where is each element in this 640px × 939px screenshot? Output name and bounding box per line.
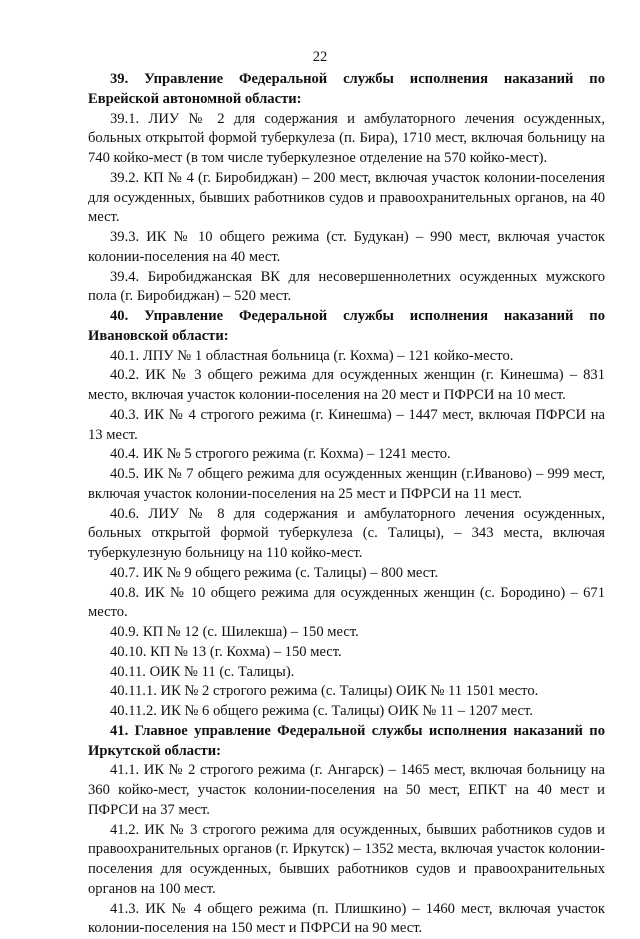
document-body xyxy=(88,70,605,939)
list-item: 40.7. ИК № 9 общего режима (с. Талицы) – 800 мест. xyxy=(88,564,605,584)
list-item: 39.1. ЛИУ № 2 для содержания и амбулаторного лечения осужденных, больных открытой формой туберкулеза (п. Бира), 1710 мест, включая больницу на 740 койко-мест (в том числе туберкулезное отделение на 570 койко-мест). xyxy=(88,110,605,169)
section-heading: 40. Управление Федеральной службы исполнения наказаний по Ивановской области: xyxy=(88,307,605,347)
list-item: 40.11.1. ИК № 2 строгого режима (с. Талицы) ОИК № 11 1501 место. xyxy=(88,682,605,702)
list-item: 39.3. ИК № 10 общего режима (ст. Будукан) – 990 мест, включая участок колонии-поселения на 40 мест. xyxy=(88,228,605,268)
list-item: 40.11. ОИК № 11 (с. Талицы). xyxy=(88,663,605,683)
list-item: 41.2. ИК № 3 строгого режима для осужденных, бывших работников судов и правоохранительных органов (г. Иркутск) – 1352 места, включая участок колонии-поселения для осужденных, бывших работников судов и правоохранительных органов на 100 мест. xyxy=(88,821,605,900)
list-item: 40.6. ЛИУ № 8 для содержания и амбулаторного лечения осужденных, больных открытой формой туберкулеза (с. Талицы), – 343 места, включая туберкулезную больницу на 110 койко-мест. xyxy=(88,505,605,564)
list-item: 40.8. ИК № 10 общего режима для осужденных женщин (с. Бородино) – 671 место. xyxy=(88,584,605,624)
list-item: 40.5. ИК № 7 общего режима для осужденных женщин (г.Иваново) – 999 мест, включая участок колонии-поселения на 25 мест и ПФРСИ на 11 мест. xyxy=(88,465,605,505)
list-item: 39.2. КП № 4 (г. Биробиджан) – 200 мест, включая участок колонии-поселения для осужденных, бывших работников судов и правоохранительных органов, на 40 мест. xyxy=(88,169,605,228)
list-item: 39.4. Биробиджанская ВК для несовершеннолетних осужденных мужского пола (г. Биробиджан) – 520 мест. xyxy=(88,268,605,308)
list-item: 40.2. ИК № 3 общего режима для осужденных женщин (г. Кинешма) – 831 место, включая участок колонии-поселения на 20 мест и ПФРСИ на 10 мест. xyxy=(88,366,605,406)
page-number: 22 xyxy=(0,49,640,66)
list-item: 41.1. ИК № 2 строгого режима (г. Ангарск) – 1465 мест, включая больницу на 360 койко-мест, участок колонии-поселения на 50 мест, ЕПКТ на 40 мест и ПФРСИ на 37 мест. xyxy=(88,761,605,820)
list-item: 40.11.2. ИК № 6 общего режима (с. Талицы) ОИК № 11 – 1207 мест. xyxy=(88,702,605,722)
list-item: 40.10. КП № 13 (г. Кохма) – 150 мест. xyxy=(88,643,605,663)
list-item: 40.9. КП № 12 (с. Шилекша) – 150 мест. xyxy=(88,623,605,643)
list-item: 41.3. ИК № 4 общего режима (п. Плишкино) – 1460 мест, включая участок колонии-поселения на 150 мест и ПФРСИ на 90 мест. xyxy=(88,900,605,939)
section-heading: 41. Главное управление Федеральной службы исполнения наказаний по Иркутской области: xyxy=(88,722,605,762)
list-item: 40.1. ЛПУ № 1 областная больница (г. Кохма) – 121 койко-место. xyxy=(88,347,605,367)
section-heading: 39. Управление Федеральной службы исполнения наказаний по Еврейской автономной области: xyxy=(88,70,605,110)
list-item: 40.4. ИК № 5 строгого режима (г. Кохма) – 1241 место. xyxy=(88,445,605,465)
list-item: 40.3. ИК № 4 строгого режима (г. Кинешма) – 1447 мест, включая ПФРСИ на 13 мест. xyxy=(88,406,605,446)
